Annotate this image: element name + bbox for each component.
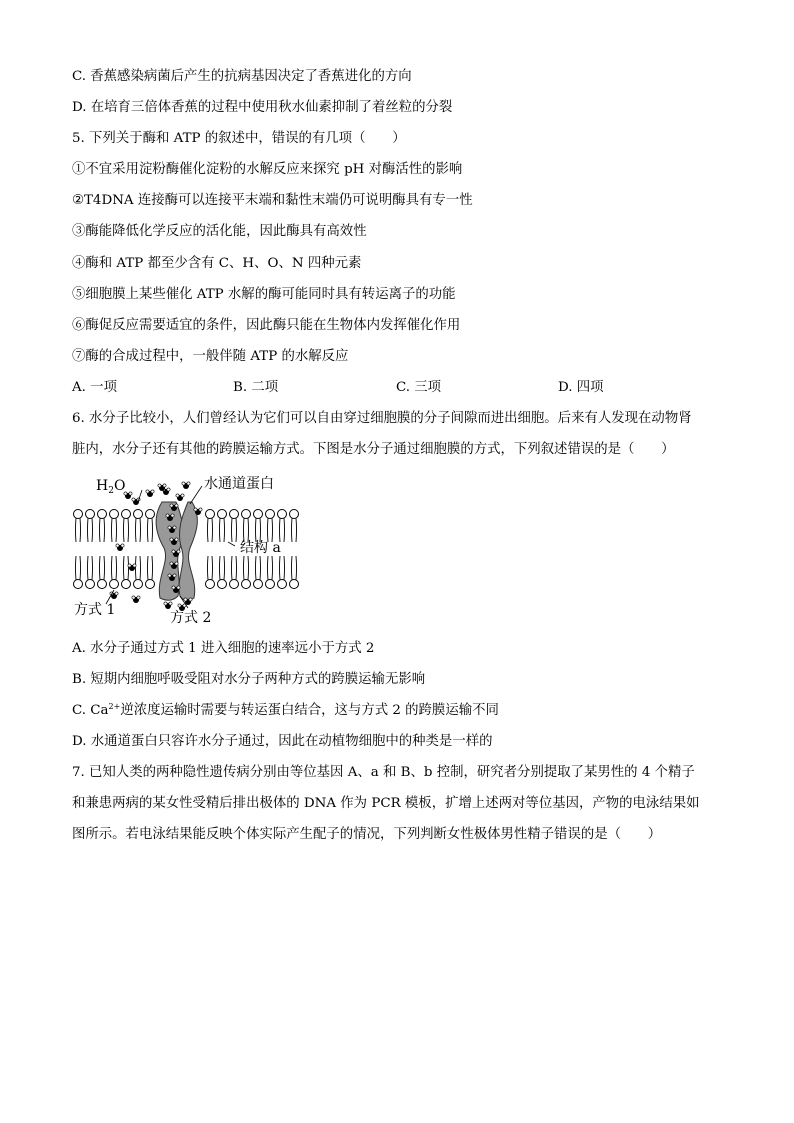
phospholipid (266, 510, 275, 543)
phospholipid (254, 556, 263, 589)
phospholipid (122, 556, 131, 589)
phospholipid (218, 556, 227, 589)
q5-option-c: C. 三项 (396, 380, 442, 395)
phospholipid (230, 510, 239, 543)
phospholipid (146, 510, 155, 543)
phospholipid (242, 510, 251, 543)
phospholipid (278, 510, 287, 543)
water-molecule (176, 494, 184, 501)
q5-option-b: B. 二项 (233, 380, 279, 395)
phospholipid (110, 510, 119, 543)
phospholipid (266, 556, 275, 589)
q5-item-3: ③酶能降低化学反应的活化能，因此酶具有高效性 (72, 224, 367, 239)
phospholipid (206, 556, 215, 589)
phospholipid (206, 510, 215, 543)
label-way-1: 方式 1 (74, 602, 116, 618)
phospholipid (290, 556, 299, 589)
q5-option-a: A. 一项 (72, 380, 117, 395)
phospholipid (110, 556, 119, 589)
phospholipid (134, 510, 143, 543)
label-structure-a: 结构 a (240, 540, 281, 556)
q5-item-5: ⑤细胞膜上某些催化 ATP 水解的酶可能同时具有转运离子的功能 (72, 287, 456, 302)
q7-stem-line-3: 图所示。若电泳结果能反映个体实际产生配子的情况，下列判断女性极体男性精子错误的是（ ） (72, 827, 662, 842)
q7-stem-line-2: 和兼患两病的某女性受精后排出极体的 DNA 作为 PCR 模板，扩增上述两对等位基因，产物的电泳结果如 (72, 796, 700, 811)
q6-option-c: C. $Ca^{2+}$逆浓度运输时需要与转运蛋白结合，这与方式 2 的跨膜运输不同 (72, 702, 499, 718)
q5-option-d: D. 四项 (558, 380, 604, 395)
phospholipid (134, 556, 143, 589)
water-molecule (182, 482, 190, 489)
label-water-channel: 水通道蛋白 (204, 476, 274, 492)
q6-option-a: A. 水分子通过方式 1 进入细胞的速率远小于方式 2 (72, 641, 375, 656)
phospholipid (86, 510, 95, 543)
phospholipid (242, 556, 251, 589)
q6-stem-line-1: 6. 水分子比较小，人们曾经认为它们可以自由穿过细胞膜的分子间隙而进出细胞。后来有人发现在动物肾 (72, 411, 692, 426)
phospholipid (74, 510, 83, 543)
q5-item-4: ④酶和 ATP 都至少含有 C、H、O、N 四种元素 (72, 256, 362, 271)
q5-item-2: ②T4DNA 连接酶可以连接平末端和黏性末端仍可说明酶具有专一性 (72, 193, 473, 208)
q5-stem: 5. 下列关于酶和 ATP 的叙述中，错误的有几项（ ） (72, 131, 406, 146)
phospholipid (290, 510, 299, 543)
phospholipid (122, 510, 131, 543)
phospholipid (98, 510, 107, 543)
q7-stem-line-1: 7. 已知人类的两种隐性遗传病分别由等位基因 A、a 和 B、b 控制，研究者分别提取了某男性的 4 个精子 (72, 765, 695, 780)
label-line-channel (190, 486, 202, 504)
q5-item-6: ⑥酶促反应需要适宜的条件，因此酶只能在生物体内发挥催化作用 (72, 318, 461, 333)
phospholipid (218, 510, 227, 543)
q6-option-b: B. 短期内细胞呼吸受阻对水分子两种方式的跨膜运输无影响 (72, 672, 426, 687)
phospholipid (98, 556, 107, 589)
q4-option-d: D. 在培育三倍体香蕉的过程中使用秋水仙素抑制了着丝粒的分裂 (72, 100, 453, 115)
membrane-diagram (70, 472, 310, 632)
q4-option-c: C. 香蕉感染病菌后产生的抗病基因决定了香蕉进化的方向 (72, 69, 412, 84)
phospholipid (254, 510, 263, 543)
water-molecule (164, 602, 172, 609)
q5-item-1: ①不宜采用淀粉酶催化淀粉的水解反应来探究 pH 对酶活性的影响 (72, 162, 463, 177)
label-line-structure (228, 542, 235, 546)
water-molecule (116, 544, 124, 551)
water-molecule (128, 564, 136, 571)
q6-stem-line-2: 脏内，水分子还有其他的跨膜运输方式。下图是水分子通过细胞膜的方式，下列叙述错误的是（ ） (72, 442, 675, 457)
phospholipid (230, 556, 239, 589)
phospholipid (74, 556, 83, 589)
label-h2o: $H_2O$ (96, 478, 126, 496)
phospholipid (278, 556, 287, 589)
q5-item-7: ⑦酶的合成过程中，一般伴随 ATP 的水解反应 (72, 349, 349, 364)
label-way-2: 方式 2 (170, 610, 212, 626)
phospholipid (86, 556, 95, 589)
phospholipid (146, 556, 155, 589)
water-molecule (146, 490, 154, 497)
water-molecule (132, 596, 140, 603)
q6-option-d: D. 水通道蛋白只容许水分子通过，因此在动植物细胞中的种类是一样的 (72, 734, 493, 749)
